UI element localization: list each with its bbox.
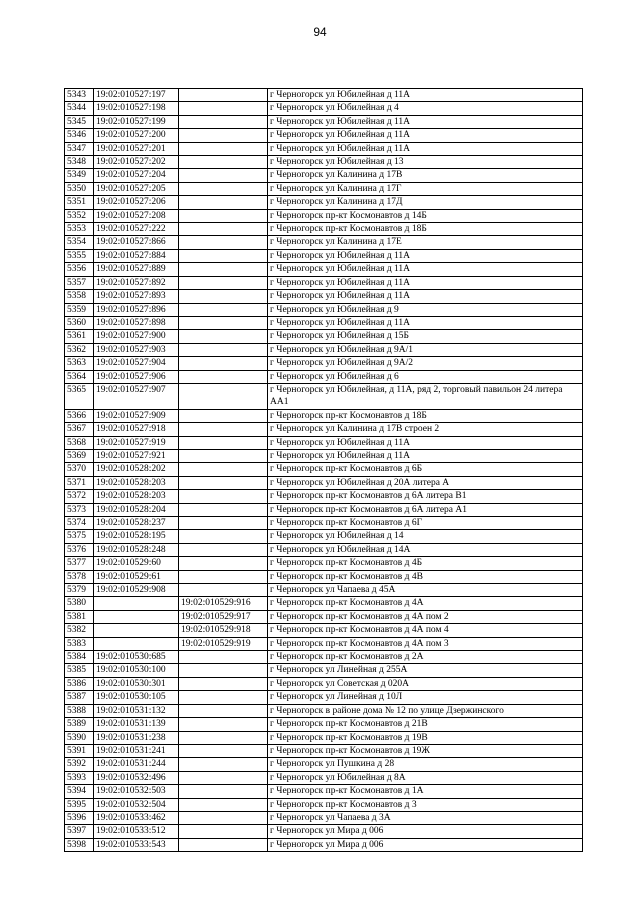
row-number-cell: 5361 — [65, 330, 94, 343]
cadastral-number-alt-cell — [179, 664, 268, 677]
row-number-cell: 5354 — [65, 236, 94, 249]
address-cell: г Черногорск ул Юбилейная д 20А литера А — [268, 476, 583, 489]
cadastral-number-cell: 19:02:010533:512 — [94, 825, 179, 838]
cadastral-number-cell: 19:02:010527:197 — [94, 89, 179, 102]
address-cell: г Черногорск ул Калинина д 17В — [268, 169, 583, 182]
cadastral-number-cell: 19:02:010527:204 — [94, 169, 179, 182]
address-cell: г Черногорск ул Юбилейная д 11А — [268, 436, 583, 449]
cadastral-number-cell: 19:02:010528:237 — [94, 517, 179, 530]
cadastral-number-alt-cell — [179, 825, 268, 838]
row-number-cell: 5384 — [65, 651, 94, 664]
row-number-cell: 5357 — [65, 276, 94, 289]
cadastral-number-alt-cell — [179, 169, 268, 182]
table-row — [65, 343, 583, 356]
table-row — [65, 156, 583, 169]
table-row — [65, 651, 583, 664]
address-cell: г Черногорск ул Юбилейная д 9 — [268, 303, 583, 316]
row-number-cell: 5360 — [65, 316, 94, 329]
cadastral-number-cell: 19:02:010527:206 — [94, 196, 179, 209]
table-row — [65, 825, 583, 838]
cadastral-number-alt-cell — [179, 798, 268, 811]
cadastral-number-cell: 19:02:010527:202 — [94, 156, 179, 169]
cadastral-number-alt-cell — [179, 503, 268, 516]
address-cell: г Черногорск ул Юбилейная д 9А/2 — [268, 357, 583, 370]
address-cell: г Черногорск в районе дома № 12 по улице Дзержинского — [268, 704, 583, 717]
address-cell: г Черногорск ул Юбилейная, д 11А, ряд 2, торговый павильон 24 литера АА1 — [268, 383, 583, 409]
address-cell: г Черногорск ул Советская д 020А — [268, 677, 583, 690]
address-cell: г Черногорск ул Юбилейная д 11А — [268, 263, 583, 276]
cadastral-number-alt-cell — [179, 236, 268, 249]
cadastral-number-alt-cell — [179, 651, 268, 664]
address-cell: г Черногорск ул Калинина д 17В строен 2 — [268, 423, 583, 436]
address-cell: г Черногорск ул Линейная д 255А — [268, 664, 583, 677]
table-row — [65, 744, 583, 757]
row-number-cell: 5386 — [65, 677, 94, 690]
row-number-cell: 5390 — [65, 731, 94, 744]
cadastral-number-cell: 19:02:010529:61 — [94, 570, 179, 583]
table-row — [65, 142, 583, 155]
row-number-cell: 5379 — [65, 584, 94, 597]
cadastral-number-cell: 19:02:010527:201 — [94, 142, 179, 155]
row-number-cell: 5393 — [65, 771, 94, 784]
row-number-cell: 5389 — [65, 718, 94, 731]
cadastral-number-cell — [94, 597, 179, 610]
row-number-cell: 5345 — [65, 115, 94, 128]
table-row — [65, 196, 583, 209]
cadastral-number-cell: 19:02:010527:866 — [94, 236, 179, 249]
cadastral-number-cell: 19:02:010528:248 — [94, 543, 179, 556]
cadastral-number-alt-cell — [179, 263, 268, 276]
address-cell: г Черногорск ул Юбилейная д 11А — [268, 115, 583, 128]
row-number-cell: 5359 — [65, 303, 94, 316]
row-number-cell: 5352 — [65, 209, 94, 222]
row-number-cell: 5367 — [65, 423, 94, 436]
row-number-cell: 5380 — [65, 597, 94, 610]
row-number-cell: 5362 — [65, 343, 94, 356]
address-cell: г Черногорск пр-кт Космонавтов д 4А пом 3 — [268, 637, 583, 650]
cadastral-number-alt-cell — [179, 223, 268, 236]
address-cell: г Черногорск ул Чапаева д 45А — [268, 584, 583, 597]
cadastral-number-alt-cell: 19:02:010529:916 — [179, 597, 268, 610]
table-row — [65, 129, 583, 142]
address-cell: г Черногорск ул Юбилейная д 11А — [268, 89, 583, 102]
row-number-cell: 5394 — [65, 785, 94, 798]
table-row — [65, 798, 583, 811]
address-cell: г Черногорск пр-кт Космонавтов д 21В — [268, 718, 583, 731]
table-row — [65, 503, 583, 516]
cadastral-number-alt-cell: 19:02:010529:919 — [179, 637, 268, 650]
cadastral-number-cell: 19:02:010530:105 — [94, 691, 179, 704]
cadastral-number-cell: 19:02:010527:889 — [94, 263, 179, 276]
row-number-cell: 5346 — [65, 129, 94, 142]
cadastral-number-alt-cell — [179, 316, 268, 329]
address-cell: г Черногорск пр-кт Космонавтов д 14Б — [268, 209, 583, 222]
table-row — [65, 290, 583, 303]
cadastral-number-cell: 19:02:010528:204 — [94, 503, 179, 516]
address-cell: г Черногорск ул Юбилейная д 11А — [268, 449, 583, 462]
table-row — [65, 758, 583, 771]
cadastral-number-alt-cell — [179, 142, 268, 155]
row-number-cell: 5385 — [65, 664, 94, 677]
table-row — [65, 276, 583, 289]
row-number-cell: 5377 — [65, 557, 94, 570]
table-row — [65, 209, 583, 222]
row-number-cell: 5378 — [65, 570, 94, 583]
address-cell: г Черногорск ул Юбилейная д 6 — [268, 370, 583, 383]
cadastral-number-cell: 19:02:010528:195 — [94, 530, 179, 543]
row-number-cell: 5371 — [65, 476, 94, 489]
cadastral-number-cell: 19:02:010527:918 — [94, 423, 179, 436]
table-row — [65, 704, 583, 717]
cadastral-number-alt-cell: 19:02:010529:917 — [179, 610, 268, 623]
registry-table-body — [65, 89, 583, 852]
cadastral-number-alt-cell — [179, 785, 268, 798]
cadastral-number-alt-cell — [179, 463, 268, 476]
cadastral-number-alt-cell — [179, 196, 268, 209]
cadastral-number-cell: 19:02:010527:200 — [94, 129, 179, 142]
table-row — [65, 530, 583, 543]
cadastral-number-cell: 19:02:010527:884 — [94, 249, 179, 262]
cadastral-number-cell: 19:02:010527:893 — [94, 290, 179, 303]
cadastral-number-cell: 19:02:010533:462 — [94, 811, 179, 824]
address-cell: г Черногорск пр-кт Космонавтов д 2А — [268, 651, 583, 664]
row-number-cell: 5365 — [65, 383, 94, 409]
table-row — [65, 182, 583, 195]
cadastral-number-alt-cell — [179, 330, 268, 343]
table-row — [65, 476, 583, 489]
row-number-cell: 5351 — [65, 196, 94, 209]
address-cell: г Черногорск ул Калинина д 17Е — [268, 236, 583, 249]
table-row — [65, 409, 583, 422]
row-number-cell: 5381 — [65, 610, 94, 623]
table-row — [65, 637, 583, 650]
row-number-cell: 5356 — [65, 263, 94, 276]
cadastral-number-cell: 19:02:010527:898 — [94, 316, 179, 329]
row-number-cell: 5376 — [65, 543, 94, 556]
table-row — [65, 102, 583, 115]
row-number-cell: 5344 — [65, 102, 94, 115]
table-row — [65, 423, 583, 436]
cadastral-number-cell: 19:02:010529:908 — [94, 584, 179, 597]
address-cell: г Черногорск пр-кт Космонавтов д 6Г — [268, 517, 583, 530]
table-row — [65, 303, 583, 316]
table-row — [65, 383, 583, 409]
table-row — [65, 236, 583, 249]
table-row — [65, 610, 583, 623]
cadastral-number-alt-cell — [179, 543, 268, 556]
cadastral-number-alt-cell — [179, 838, 268, 851]
table-row — [65, 718, 583, 731]
cadastral-number-alt-cell — [179, 691, 268, 704]
address-cell: г Черногорск ул Юбилейная д 4 — [268, 102, 583, 115]
address-cell: г Черногорск ул Линейная д 10Л — [268, 691, 583, 704]
table-row — [65, 263, 583, 276]
address-cell: г Черногорск ул Юбилейная д 15Б — [268, 330, 583, 343]
cadastral-number-cell — [94, 624, 179, 637]
row-number-cell: 5358 — [65, 290, 94, 303]
cadastral-number-cell: 19:02:010527:896 — [94, 303, 179, 316]
table-row — [65, 169, 583, 182]
address-cell: г Черногорск ул Пушкина д 28 — [268, 758, 583, 771]
row-number-cell: 5396 — [65, 811, 94, 824]
cadastral-number-alt-cell — [179, 370, 268, 383]
table-row — [65, 664, 583, 677]
page-number: 94 — [313, 25, 327, 39]
table-row — [65, 557, 583, 570]
table-row — [65, 490, 583, 503]
cadastral-number-alt-cell — [179, 102, 268, 115]
address-cell: г Черногорск ул Юбилейная д 14А — [268, 543, 583, 556]
address-cell: г Черногорск ул Юбилейная д 11А — [268, 129, 583, 142]
table-row — [65, 249, 583, 262]
address-cell: г Черногорск пр-кт Космонавтов д 3 — [268, 798, 583, 811]
cadastral-number-cell: 19:02:010531:132 — [94, 704, 179, 717]
cadastral-number-cell — [94, 637, 179, 650]
cadastral-number-cell: 19:02:010531:238 — [94, 731, 179, 744]
row-number-cell: 5373 — [65, 503, 94, 516]
row-number-cell: 5347 — [65, 142, 94, 155]
table-row — [65, 223, 583, 236]
cadastral-number-alt-cell — [179, 156, 268, 169]
cadastral-number-alt-cell — [179, 731, 268, 744]
address-cell: г Черногорск пр-кт Космонавтов д 1А — [268, 785, 583, 798]
cadastral-number-alt-cell — [179, 811, 268, 824]
cadastral-number-cell: 19:02:010527:903 — [94, 343, 179, 356]
address-cell: г Черногорск ул Юбилейная д 9А/1 — [268, 343, 583, 356]
cadastral-number-alt-cell — [179, 718, 268, 731]
cadastral-number-cell: 19:02:010527:909 — [94, 409, 179, 422]
address-cell: г Черногорск ул Юбилейная д 11А — [268, 290, 583, 303]
table-row — [65, 677, 583, 690]
cadastral-number-cell: 19:02:010530:685 — [94, 651, 179, 664]
cadastral-number-cell: 19:02:010527:919 — [94, 436, 179, 449]
row-number-cell: 5366 — [65, 409, 94, 422]
cadastral-number-alt-cell — [179, 758, 268, 771]
cadastral-number-alt-cell — [179, 182, 268, 195]
cadastral-number-alt-cell — [179, 704, 268, 717]
address-cell: г Черногорск ул Юбилейная д 13 — [268, 156, 583, 169]
address-cell: г Черногорск пр-кт Космонавтов д 4А пом 4 — [268, 624, 583, 637]
cadastral-number-alt-cell — [179, 276, 268, 289]
cadastral-number-alt-cell — [179, 249, 268, 262]
row-number-cell: 5369 — [65, 449, 94, 462]
row-number-cell: 5363 — [65, 357, 94, 370]
cadastral-number-cell: 19:02:010530:301 — [94, 677, 179, 690]
table-row — [65, 543, 583, 556]
row-number-cell: 5397 — [65, 825, 94, 838]
cadastral-number-cell: 19:02:010527:921 — [94, 449, 179, 462]
cadastral-number-alt-cell — [179, 557, 268, 570]
address-cell: г Черногорск ул Юбилейная д 14 — [268, 530, 583, 543]
address-cell: г Черногорск пр-кт Космонавтов д 4В — [268, 570, 583, 583]
cadastral-number-cell: 19:02:010533:543 — [94, 838, 179, 851]
cadastral-number-alt-cell — [179, 290, 268, 303]
table-row — [65, 449, 583, 462]
cadastral-number-cell: 19:02:010530:100 — [94, 664, 179, 677]
row-number-cell: 5392 — [65, 758, 94, 771]
cadastral-number-cell: 19:02:010531:241 — [94, 744, 179, 757]
cadastral-number-cell: 19:02:010529:60 — [94, 557, 179, 570]
cadastral-number-alt-cell — [179, 476, 268, 489]
table-row — [65, 691, 583, 704]
table-row — [65, 89, 583, 102]
cadastral-number-alt-cell — [179, 490, 268, 503]
table-row — [65, 115, 583, 128]
address-cell: г Черногорск ул Юбилейная д 11А — [268, 142, 583, 155]
cadastral-number-cell: 19:02:010532:504 — [94, 798, 179, 811]
address-cell: г Черногорск пр-кт Космонавтов д 18Б — [268, 223, 583, 236]
table-row — [65, 838, 583, 851]
cadastral-number-alt-cell — [179, 744, 268, 757]
table-row — [65, 584, 583, 597]
cadastral-number-alt-cell — [179, 449, 268, 462]
table-row — [65, 771, 583, 784]
cadastral-number-cell: 19:02:010527:907 — [94, 383, 179, 409]
cadastral-number-alt-cell — [179, 423, 268, 436]
row-number-cell: 5374 — [65, 517, 94, 530]
table-row — [65, 731, 583, 744]
address-cell: г Черногорск пр-кт Космонавтов д 6А литера В1 — [268, 490, 583, 503]
row-number-cell: 5398 — [65, 838, 94, 851]
row-number-cell: 5370 — [65, 463, 94, 476]
cadastral-number-alt-cell — [179, 570, 268, 583]
cadastral-number-alt-cell — [179, 409, 268, 422]
address-cell: г Черногорск ул Чапаева д 3А — [268, 811, 583, 824]
row-number-cell: 5375 — [65, 530, 94, 543]
address-cell: г Черногорск пр-кт Космонавтов д 19Ж — [268, 744, 583, 757]
table-row — [65, 370, 583, 383]
cadastral-number-cell: 19:02:010527:222 — [94, 223, 179, 236]
row-number-cell: 5355 — [65, 249, 94, 262]
cadastral-number-cell: 19:02:010527:205 — [94, 182, 179, 195]
cadastral-number-cell: 19:02:010527:208 — [94, 209, 179, 222]
row-number-cell: 5382 — [65, 624, 94, 637]
cadastral-number-cell: 19:02:010531:244 — [94, 758, 179, 771]
address-cell: г Черногорск ул Юбилейная д 8А — [268, 771, 583, 784]
table-row — [65, 597, 583, 610]
row-number-cell: 5349 — [65, 169, 94, 182]
cadastral-number-alt-cell — [179, 584, 268, 597]
cadastral-number-alt-cell — [179, 677, 268, 690]
row-number-cell: 5368 — [65, 436, 94, 449]
address-cell: г Черногорск ул Калинина д 17Г — [268, 182, 583, 195]
table-row — [65, 570, 583, 583]
address-cell: г Черногорск пр-кт Космонавтов д 4Б — [268, 557, 583, 570]
cadastral-number-alt-cell — [179, 383, 268, 409]
cadastral-number-alt-cell — [179, 89, 268, 102]
cadastral-number-alt-cell — [179, 129, 268, 142]
cadastral-number-cell: 19:02:010531:139 — [94, 718, 179, 731]
registry-table — [64, 88, 583, 852]
row-number-cell: 5343 — [65, 89, 94, 102]
table-row — [65, 624, 583, 637]
cadastral-number-cell: 19:02:010532:496 — [94, 771, 179, 784]
cadastral-number-cell: 19:02:010527:900 — [94, 330, 179, 343]
cadastral-number-alt-cell — [179, 771, 268, 784]
table-row — [65, 811, 583, 824]
table-row — [65, 785, 583, 798]
address-cell: г Черногорск пр-кт Космонавтов д 6Б — [268, 463, 583, 476]
address-cell: г Черногорск пр-кт Космонавтов д 4А пом 2 — [268, 610, 583, 623]
cadastral-number-alt-cell — [179, 115, 268, 128]
cadastral-number-cell — [94, 610, 179, 623]
cadastral-number-alt-cell — [179, 530, 268, 543]
address-cell: г Черногорск ул Мира д 006 — [268, 838, 583, 851]
address-cell: г Черногорск пр-кт Космонавтов д 4А — [268, 597, 583, 610]
cadastral-number-cell: 19:02:010528:202 — [94, 463, 179, 476]
cadastral-number-cell: 19:02:010532:503 — [94, 785, 179, 798]
row-number-cell: 5395 — [65, 798, 94, 811]
address-cell: г Черногорск ул Мира д 006 — [268, 825, 583, 838]
address-cell: г Черногорск пр-кт Космонавтов д 19В — [268, 731, 583, 744]
cadastral-number-alt-cell — [179, 343, 268, 356]
table-row — [65, 316, 583, 329]
address-cell: г Черногорск пр-кт Космонавтов д 6А литера А1 — [268, 503, 583, 516]
table-row — [65, 436, 583, 449]
row-number-cell: 5391 — [65, 744, 94, 757]
cadastral-number-alt-cell: 19:02:010529:918 — [179, 624, 268, 637]
row-number-cell: 5372 — [65, 490, 94, 503]
row-number-cell: 5353 — [65, 223, 94, 236]
address-cell: г Черногорск ул Юбилейная д 11А — [268, 276, 583, 289]
cadastral-number-alt-cell — [179, 357, 268, 370]
row-number-cell: 5350 — [65, 182, 94, 195]
row-number-cell: 5364 — [65, 370, 94, 383]
row-number-cell: 5383 — [65, 637, 94, 650]
address-cell: г Черногорск пр-кт Космонавтов д 18Б — [268, 409, 583, 422]
cadastral-number-cell: 19:02:010527:198 — [94, 102, 179, 115]
row-number-cell: 5387 — [65, 691, 94, 704]
cadastral-number-alt-cell — [179, 209, 268, 222]
cadastral-number-alt-cell — [179, 517, 268, 530]
row-number-cell: 5348 — [65, 156, 94, 169]
table-row — [65, 330, 583, 343]
table-row — [65, 463, 583, 476]
table-row — [65, 357, 583, 370]
address-cell: г Черногорск ул Юбилейная д 11А — [268, 249, 583, 262]
address-cell: г Черногорск ул Юбилейная д 11А — [268, 316, 583, 329]
cadastral-number-alt-cell — [179, 436, 268, 449]
cadastral-number-cell: 19:02:010527:906 — [94, 370, 179, 383]
table-row — [65, 517, 583, 530]
row-number-cell: 5388 — [65, 704, 94, 717]
cadastral-number-cell: 19:02:010527:199 — [94, 115, 179, 128]
cadastral-number-cell: 19:02:010527:892 — [94, 276, 179, 289]
address-cell: г Черногорск ул Калинина д 17Д — [268, 196, 583, 209]
cadastral-number-cell: 19:02:010528:203 — [94, 476, 179, 489]
cadastral-number-cell: 19:02:010528:203 — [94, 490, 179, 503]
cadastral-number-alt-cell — [179, 303, 268, 316]
cadastral-number-cell: 19:02:010527:904 — [94, 357, 179, 370]
